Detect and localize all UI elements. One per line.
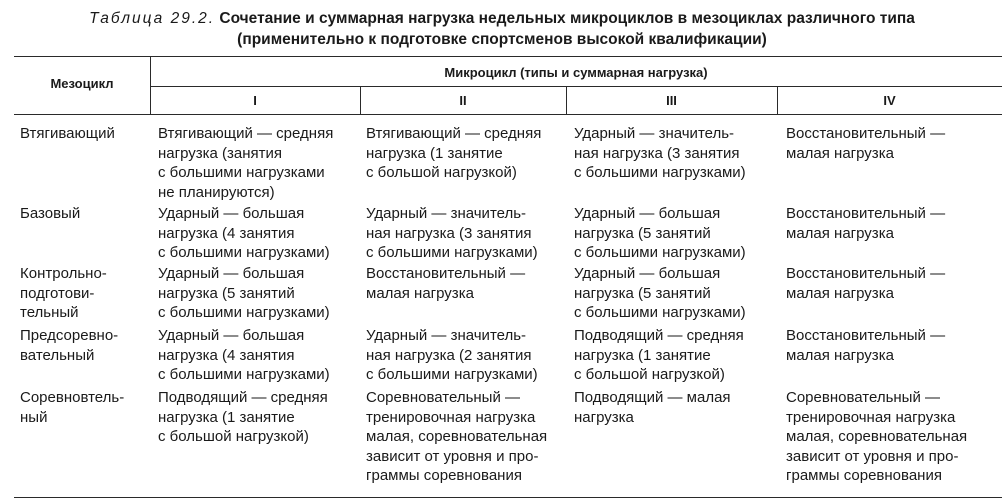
header-col-iii: III bbox=[666, 93, 677, 108]
header-col-iv: IV bbox=[883, 93, 896, 108]
header-inner-rule bbox=[150, 86, 1002, 87]
row-2-mesocycle: Базовый bbox=[20, 205, 81, 222]
row-3-col-iv: Восстановительный — малая нагрузка bbox=[786, 265, 946, 302]
row-4-col-iv: Восстановительный — малая нагрузка bbox=[786, 327, 946, 364]
row-2-col-iv: Восстановительный — малая нагрузка bbox=[786, 205, 946, 242]
row-1-mesocycle: Втягивающий bbox=[20, 125, 115, 142]
row-1-col-iii: Ударный — значитель- ная нагрузка (3 занятия с большими нагрузками) bbox=[574, 125, 746, 181]
caption-subtitle: (применительно к подготовке спортсменов высокой квалификации) bbox=[237, 31, 767, 48]
row-1-col-ii: Втягивающий — средняя нагрузка (1 занятие с большой нагрузкой) bbox=[366, 125, 542, 181]
row-4-col-iii: Подводящий — средняя нагрузка (1 занятие с большой нагрузкой) bbox=[574, 327, 744, 383]
row-3-col-ii: Восстановительный — малая нагрузка bbox=[366, 265, 526, 302]
caption-label: Таблица 29.2. bbox=[89, 10, 216, 27]
row-5-mesocycle: Соревновтель- ный bbox=[20, 389, 125, 426]
table-caption bbox=[0, 8, 1004, 50]
row-5-col-iii: Подводящий — малая нагрузка bbox=[574, 389, 731, 426]
row-1-col-i: Втягивающий — средняя нагрузка (занятия с большими нагрузками не планируются) bbox=[158, 125, 334, 201]
row-4-col-i: Ударный — большая нагрузка (4 занятия с большими нагрузками) bbox=[158, 327, 330, 383]
header-col-ii: II bbox=[459, 93, 467, 108]
row-2-col-i: Ударный — большая нагрузка (4 занятия с большими нагрузками) bbox=[158, 205, 330, 261]
row-3-col-iii: Ударный — большая нагрузка (5 занятий с большими нагрузками) bbox=[574, 265, 746, 321]
row-2-col-iii: Ударный — большая нагрузка (5 занятий с большими нагрузками) bbox=[574, 205, 746, 261]
header-col-i: I bbox=[253, 93, 257, 108]
row-2-col-ii: Ударный — значитель- ная нагрузка (3 занятия с большими нагрузками) bbox=[366, 205, 538, 261]
row-5-col-ii: Соревновательный — тренировочная нагрузка малая, соревновательная зависит от уровня и про- граммы соревнования bbox=[366, 389, 548, 484]
table-top-rule bbox=[14, 56, 1002, 57]
row-5-col-i: Подводящий — средняя нагрузка (1 занятие с большой нагрузкой) bbox=[158, 389, 328, 445]
row-3-col-i: Ударный — большая нагрузка (5 занятий с большими нагрузками) bbox=[158, 265, 330, 321]
row-3-mesocycle: Контрольно- подготови- тельный bbox=[20, 265, 107, 321]
header-microcycle: Микроцикл (типы и суммарная нагрузка) bbox=[444, 65, 708, 80]
header-mesocycle: Мезоцикл bbox=[50, 76, 114, 91]
caption-line-1 bbox=[0, 8, 1004, 29]
row-5-col-iv: Соревновательный — тренировочная нагрузка малая, соревновательная зависит от уровня и про- граммы соревнования bbox=[786, 389, 968, 484]
row-1-col-iv: Восстановительный — малая нагрузка bbox=[786, 125, 946, 162]
row-4-mesocycle: Предсоревно- вательный bbox=[20, 327, 119, 364]
table-bottom-rule bbox=[14, 497, 1002, 498]
caption-title: Сочетание и суммарная нагрузка недельных микроциклов в мезоциклах различного типа bbox=[219, 10, 915, 27]
header-bottom-rule bbox=[14, 114, 1002, 115]
row-4-col-ii: Ударный — значитель- ная нагрузка (2 занятия с большими нагрузками) bbox=[366, 327, 538, 383]
